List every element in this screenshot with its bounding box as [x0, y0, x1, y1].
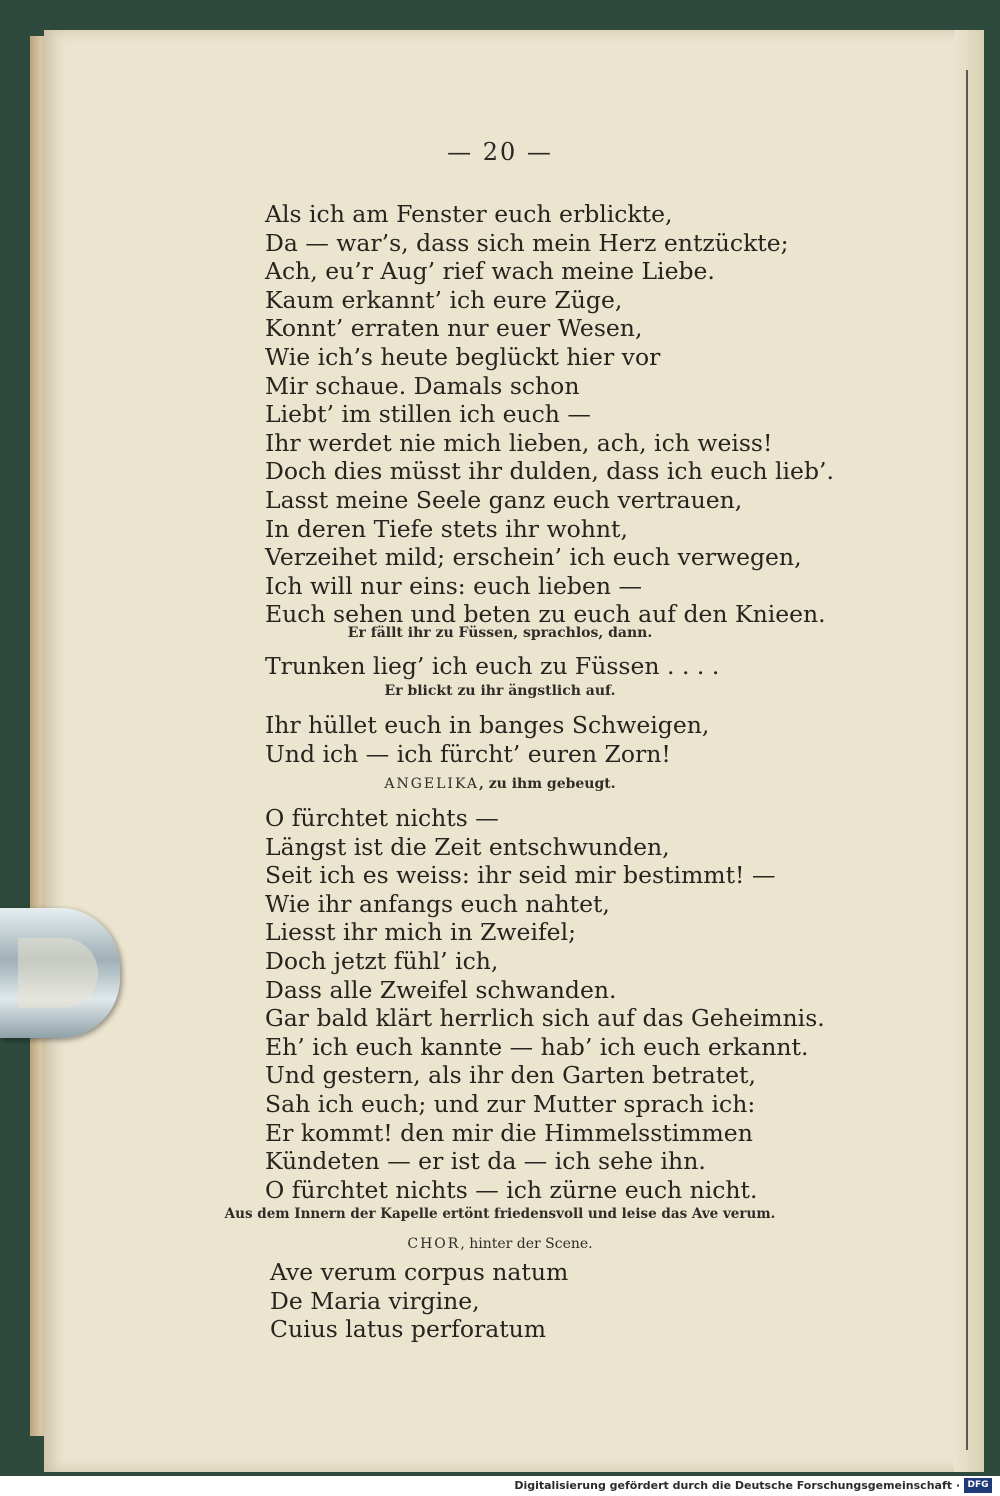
verse-block-2	[265, 652, 719, 681]
verse-line: Ihr hüllet euch in banges Schweigen,	[265, 711, 710, 739]
page-number: — 20 —	[447, 138, 553, 166]
stage-direction-3: Aus dem Innern der Kapelle ertönt friedensvoll und leise das Ave verum.	[224, 1206, 776, 1222]
verse-line: Wie ihr anfangs euch nahtet,	[265, 889, 610, 918]
dfg-logo-icon: DFG	[964, 1478, 992, 1493]
verse-line: Und gestern, als ihr den Garten betratet,	[265, 1061, 756, 1090]
verse-line: Kündeten — er ist da — ich sehe ihn.	[265, 1147, 706, 1176]
verse-line: Längst ist die Zeit entschwunden,	[265, 832, 670, 861]
verse-line: Er kommt! den mir die Himmelsstimmen	[265, 1118, 753, 1147]
footer-credit: Digitalisierung gefördert durch die Deutsche Forschungsgemeinschaft ·	[514, 1479, 960, 1492]
verse-line: Dass alle Zweifel schwanden.	[265, 975, 617, 1004]
speaker-direction: , hinter der Scene.	[460, 1236, 593, 1252]
verse-line: Eh’ ich euch kannte — hab’ ich euch erkannt.	[265, 1032, 809, 1061]
verse-block-3	[265, 711, 709, 768]
verse-line: Ave verum corpus natum	[270, 1258, 569, 1286]
verse-line: Sah ich euch; und zur Mutter sprach ich:	[265, 1089, 756, 1118]
verse-line: In deren Tiefe stets ihr wohnt,	[265, 514, 628, 543]
verse-line: Da — war’s, dass sich mein Herz entzückte;	[265, 228, 789, 257]
stage-direction-2: Er blickt zu ihr ängstlich auf.	[384, 683, 616, 699]
verse-line: Ihr werdet nie mich lieben, ach, ich weiss!	[265, 428, 773, 457]
verse-line: O fürchtet nichts —	[265, 804, 499, 832]
verse-line: Wie ich’s heute beglückt hier vor	[265, 342, 661, 371]
verse-line: Ich will nur eins: euch lieben —	[265, 571, 642, 600]
speaker-angelika	[0, 776, 1000, 792]
speaker-name: ANGELIKA	[384, 776, 479, 792]
verse-line: Konnt’ erraten nur euer Wesen,	[265, 314, 643, 343]
verse-line: Cuius latus perforatum	[270, 1315, 547, 1344]
verse-line: Ach, eu’r Aug’ rief wach meine Liebe.	[265, 257, 715, 286]
verse-line: Liesst ihr mich in Zweifel;	[265, 918, 577, 947]
verse-line: Kaum erkannt’ ich eure Züge,	[265, 285, 623, 314]
stage-direction-1: Er fällt ihr zu Füssen, sprachlos, dann.	[347, 625, 653, 641]
verse-line: Lasst meine Seele ganz euch vertrauen,	[265, 485, 743, 514]
speaker-chor	[0, 1236, 1000, 1252]
speaker-name: CHOR	[407, 1236, 461, 1252]
verse-line: O fürchtet nichts — ich zürne euch nicht.	[265, 1175, 758, 1204]
verse-line: De Maria virgine,	[270, 1286, 480, 1315]
verse-block-5	[270, 1258, 568, 1344]
verse-line: Doch jetzt fühl’ ich,	[265, 946, 499, 975]
verse-line: Gar bald klärt herrlich sich auf das Geheimnis.	[265, 1004, 825, 1033]
page-clip	[0, 908, 120, 1038]
verse-line: Liebt’ im stillen ich euch —	[265, 400, 591, 429]
verse-block-4	[265, 804, 825, 1204]
verse-block-1	[265, 200, 834, 629]
footer-bar	[0, 1476, 1000, 1496]
verse-line: Als ich am Fenster euch erblickte,	[265, 200, 673, 228]
page-edge	[954, 30, 984, 1472]
speaker-direction: , zu ihm gebeugt.	[478, 776, 616, 792]
verse-line: Doch dies müsst ihr dulden, dass ich euch lieb’.	[265, 457, 834, 486]
verse-line: Mir schaue. Damals schon	[265, 371, 580, 400]
verse-line: Und ich — ich fürcht’ euren Zorn!	[265, 739, 671, 768]
verse-line: Trunken lieg’ ich euch zu Füssen . . . .	[265, 652, 720, 680]
verse-line: Seit ich es weiss: ihr seid mir bestimmt! —	[265, 861, 776, 890]
verse-line: Verzeihet mild; erschein’ ich euch verwegen,	[265, 543, 802, 572]
verse-line: Euch sehen und beten zu euch auf den Knieen.	[265, 600, 826, 629]
